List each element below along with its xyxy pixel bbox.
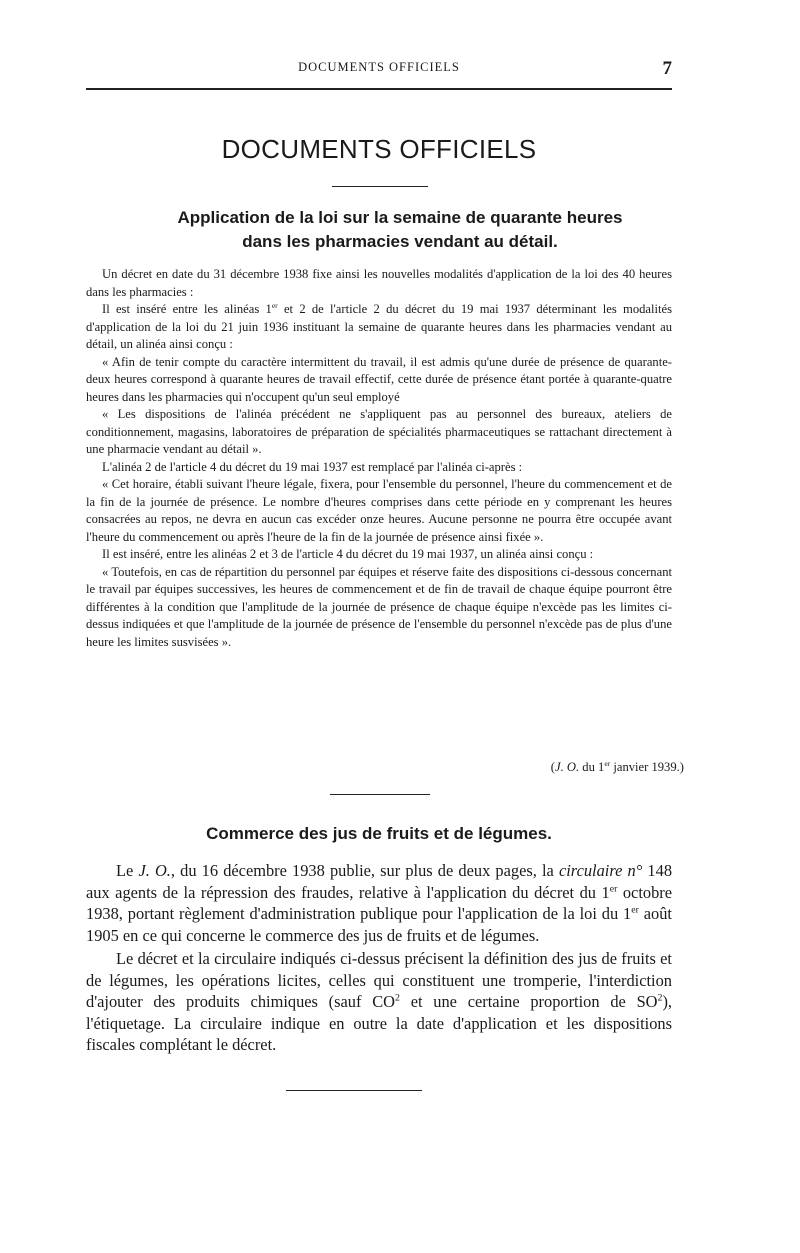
- text-run: janvier 1939.): [610, 760, 684, 774]
- text-run: , du 16 décembre 1938 publie, sur plus de deux pages, la: [170, 861, 559, 880]
- paragraph: « Toutefois, en cas de répartition du personnel par équipes et réserve faite des dispositions ci-dessous concernant le travail par équipes successives, les heures de commencement et de fin de travail de chaque équipe pourront être différentes à la condition que l'amplitude de la journée de présence de chaque équipe n'excède pas les limites ci-dessus indiquées et que l'amplitude de la journée de présence de l'ensemble du personnel n'excède pas de plus d'une heure les limites susvisées ».: [86, 564, 672, 649]
- running-title: DOCUMENTS OFFICIELS: [298, 60, 460, 74]
- paragraph: [86, 948, 672, 1056]
- paragraph: L'alinéa 2 de l'article 4 du décret du 19 mai 1937 est remplacé par l'alinéa ci-après :: [102, 459, 523, 474]
- end-divider: [286, 1090, 422, 1091]
- paragraph: Il est inséré, entre les alinéas 2 et 3 de l'article 4 du décret du 19 mai 1937, un alinéa ainsi conçu :: [102, 547, 594, 561]
- header-rule: [86, 88, 672, 90]
- superscript: er: [271, 300, 278, 310]
- running-header: [86, 58, 672, 80]
- superscript: er: [604, 758, 611, 768]
- section-title-jus: Commerce des jus de fruits et de légumes.: [206, 824, 552, 843]
- text-run: ), l'étiquetage. La circulaire indique en outre la date d'application et les dispositions fiscales complétant le décret.: [86, 992, 673, 1054]
- superscript: er: [631, 904, 639, 916]
- superscript: er: [609, 883, 618, 895]
- section-title-line: dans les pharmacies vendant au détail.: [242, 232, 558, 251]
- superscript: 2: [395, 992, 400, 1004]
- paragraph: [86, 860, 672, 946]
- paragraph: « Les dispositions de l'alinéa précédent ne s'appliquent pas au personnel des bureaux, ateliers de conditionnement, magasins, laboratoires de préparation de spécialités pharmaceutiques se rattachant directement à une pharmacie vendant au détail ».: [86, 407, 672, 456]
- section-title-line: Application de la loi sur la semaine de quarante heures: [177, 208, 623, 227]
- journal-abbrev: J. O.: [138, 861, 171, 880]
- page-number: 7: [662, 58, 672, 79]
- superscript: 2: [657, 992, 663, 1004]
- section-title-pharmacies: [86, 206, 714, 254]
- text-run: Le décret et la circulaire indiqués ci-dessus précisent la définition des jus de fruits et de légumes, les opérations licites, celles qui constituent une tromperie, l'interdiction d'ajouter des produits chimiques (sauf CO: [86, 949, 672, 1011]
- text-run: 148 aux agents de la répression des fraudes, relative à l'application du décret du 1: [86, 861, 673, 902]
- title-divider: [332, 186, 428, 187]
- circular-label: circulaire n°: [558, 861, 643, 880]
- text-run: et une certaine proportion de SO: [399, 992, 658, 1011]
- journal-abbrev: J. O.: [555, 760, 580, 774]
- paragraph: « Cet horaire, établi suivant l'heure légale, fixera, pour l'ensemble du personnel, l'heure du commencement et de la fin de la journée de présence. Le nombre d'heures comprises dans cette période en y comprenant les heures consacrées au repos, ne devra en aucun cas excéder onze heures. Aucune personne ne pourra être occupée avant l'heure du commencement ou après l'heure de la fin de la journée de présence ainsi fixée ».: [86, 477, 672, 544]
- text-run: (: [550, 760, 555, 774]
- paragraph: « Afin de tenir compte du caractère intermittent du travail, il est admis qu'une durée de présence de quarante-deux heures correspond à quarante heures de travail effectif, cette durée de présence étant portée à quarante-quatre heures dans les pharmacies qui n'occupent qu'un seul employé: [86, 354, 672, 404]
- text-run: Le: [116, 861, 139, 880]
- journal-reference: [86, 760, 684, 775]
- section-divider: [330, 794, 430, 795]
- decree-text: [86, 266, 672, 651]
- text-run: octobre 1938, portant règlement d'administration publique pour l'application de la loi du 1: [86, 882, 672, 923]
- text-run: Il est inséré entre les alinéas 1: [102, 302, 272, 316]
- text-run: et 2 de l'article 2 du décret du 19 mai 1937 déterminant les modalités d'application de la loi du 21 juin 1936 instituant la semaine de quarante heures dans les pharmacies vendant au détail, un alinéa ainsi conçu :: [86, 302, 672, 351]
- text-run: août 1905 en ce qui concerne le commerce des jus de fruits et de légumes.: [86, 904, 672, 945]
- paragraph: [86, 301, 672, 354]
- paragraph: Un décret en date du 31 décembre 1938 fixe ainsi les nouvelles modalités d'application de la loi des 40 heures dans les pharmacies :: [86, 267, 672, 299]
- text-run: du 1: [579, 760, 605, 774]
- circular-text: [86, 860, 672, 1058]
- document-title: DOCUMENTS OFFICIELS: [221, 134, 537, 164]
